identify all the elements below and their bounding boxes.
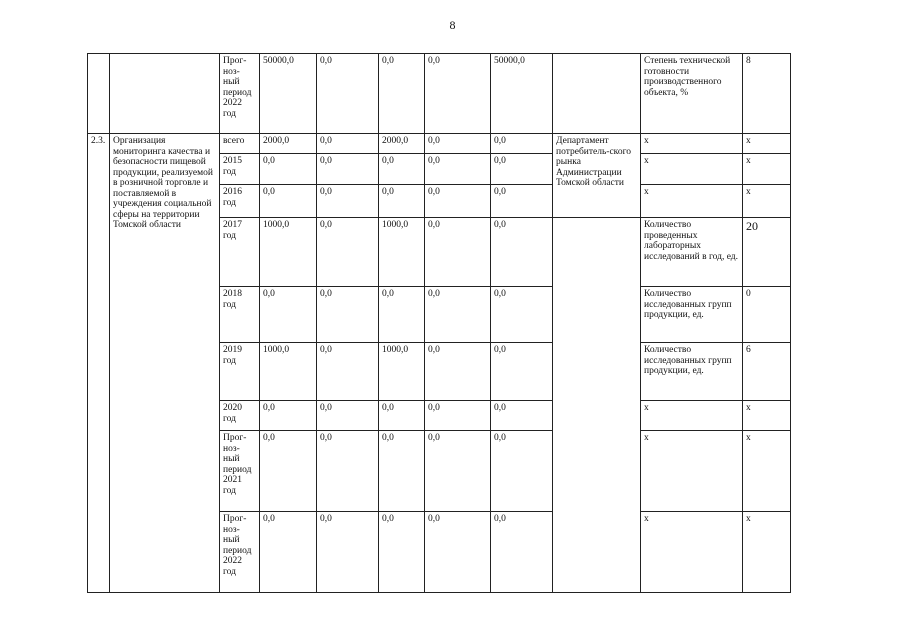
- amount-cell: 0,0: [425, 431, 491, 512]
- amount-cell: 0,0: [317, 154, 379, 185]
- indicator-value-cell: x: [743, 512, 791, 593]
- task-name-cell: [110, 54, 220, 134]
- period-cell: 2015 год: [220, 154, 260, 185]
- indicator-cell: Степень технической готовности производственного объекта, %: [641, 54, 743, 134]
- indicator-cell: x: [641, 512, 743, 593]
- amount-cell: 0,0: [379, 512, 425, 593]
- amount-cell: 2000,0: [260, 134, 317, 154]
- amount-cell: 0,0: [491, 512, 553, 593]
- amount-cell: 0,0: [491, 431, 553, 512]
- amount-cell: 0,0: [260, 154, 317, 185]
- amount-cell: 0,0: [379, 54, 425, 134]
- amount-cell: 0,0: [317, 287, 379, 343]
- amount-cell: 0,0: [491, 154, 553, 185]
- period-cell: 2018 год: [220, 287, 260, 343]
- indicator-value-cell: 20: [743, 218, 791, 287]
- indicator-value-cell: x: [743, 154, 791, 185]
- indicator-cell: Количество проведенных лабораторных исследований в год, ед.: [641, 218, 743, 287]
- indicator-cell: x: [641, 154, 743, 185]
- indicator-value-cell: x: [743, 401, 791, 431]
- amount-cell: 0,0: [260, 185, 317, 218]
- amount-cell: 0,0: [379, 401, 425, 431]
- amount-cell: 0,0: [260, 287, 317, 343]
- executor-cell: [553, 54, 641, 134]
- amount-cell: 0,0: [425, 343, 491, 401]
- amount-cell: 1000,0: [260, 218, 317, 287]
- indicator-cell: Количество исследованных групп продукции, ед.: [641, 287, 743, 343]
- amount-cell: 0,0: [260, 512, 317, 593]
- amount-cell: 2000,0: [379, 134, 425, 154]
- amount-cell: 0,0: [379, 287, 425, 343]
- executor-cell: [553, 218, 641, 593]
- section-title-cell: Организация мониторинга качества и безопасности пищевой продукции, реализуемой в розничной торговле и поставляемой в учреждения социальной сферы на территории Томской области: [110, 134, 220, 593]
- amount-cell: 0,0: [379, 185, 425, 218]
- amount-cell: 1000,0: [260, 343, 317, 401]
- amount-cell: 50000,0: [260, 54, 317, 134]
- amount-cell: 0,0: [317, 343, 379, 401]
- table-row: [88, 54, 791, 134]
- amount-cell: 1000,0: [379, 343, 425, 401]
- amount-cell: 0,0: [317, 185, 379, 218]
- period-cell: 2019 год: [220, 343, 260, 401]
- amount-cell: 0,0: [425, 512, 491, 593]
- amount-cell: 0,0: [317, 512, 379, 593]
- amount-cell: 0,0: [425, 134, 491, 154]
- indicator-value-cell: 0: [743, 287, 791, 343]
- period-cell: 2020 год: [220, 401, 260, 431]
- page-number: 8: [449, 18, 456, 32]
- indicator-cell: x: [641, 134, 743, 154]
- amount-cell: 0,0: [425, 218, 491, 287]
- table-row: [88, 134, 791, 154]
- indicator-cell: x: [641, 185, 743, 218]
- amount-cell: 0,0: [425, 154, 491, 185]
- executor-cell: Департамент потребитель-ского рынка Администрации Томской области: [553, 134, 641, 218]
- period-cell: всего: [220, 134, 260, 154]
- indicator-cell: x: [641, 401, 743, 431]
- indicator-cell: x: [641, 431, 743, 512]
- amount-cell: 0,0: [379, 154, 425, 185]
- indicator-value-cell: x: [743, 185, 791, 218]
- period-cell: 2017 год: [220, 218, 260, 287]
- indicator-value-cell: x: [743, 134, 791, 154]
- amount-cell: 0,0: [425, 401, 491, 431]
- indicator-cell: Количество исследованных групп продукции, ед.: [641, 343, 743, 401]
- program-table: [87, 53, 791, 593]
- amount-cell: 0,0: [425, 185, 491, 218]
- amount-cell: 1000,0: [379, 218, 425, 287]
- amount-cell: 50000,0: [491, 54, 553, 134]
- amount-cell: 0,0: [317, 431, 379, 512]
- amount-cell: 0,0: [379, 431, 425, 512]
- amount-cell: 0,0: [317, 54, 379, 134]
- amount-cell: 0,0: [317, 218, 379, 287]
- amount-cell: 0,0: [491, 134, 553, 154]
- indicator-value-cell: x: [743, 431, 791, 512]
- amount-cell: 0,0: [491, 343, 553, 401]
- indicator-value-cell: 6: [743, 343, 791, 401]
- amount-cell: 0,0: [491, 218, 553, 287]
- section-number-cell: 2.3.: [88, 134, 110, 593]
- amount-cell: 0,0: [317, 401, 379, 431]
- period-cell: Прог- ноз- ный период 2021 год: [220, 431, 260, 512]
- amount-cell: 0,0: [260, 401, 317, 431]
- period-cell: Прог- ноз- ный период 2022 год: [220, 54, 260, 134]
- period-cell: Прог- ноз- ный период 2022 год: [220, 512, 260, 593]
- period-cell: 2016 год: [220, 185, 260, 218]
- amount-cell: 0,0: [260, 431, 317, 512]
- indicator-value-cell: 8: [743, 54, 791, 134]
- amount-cell: 0,0: [317, 134, 379, 154]
- amount-cell: 0,0: [425, 287, 491, 343]
- amount-cell: 0,0: [425, 54, 491, 134]
- row-number-cell: [88, 54, 110, 134]
- amount-cell: 0,0: [491, 287, 553, 343]
- amount-cell: 0,0: [491, 185, 553, 218]
- amount-cell: 0,0: [491, 401, 553, 431]
